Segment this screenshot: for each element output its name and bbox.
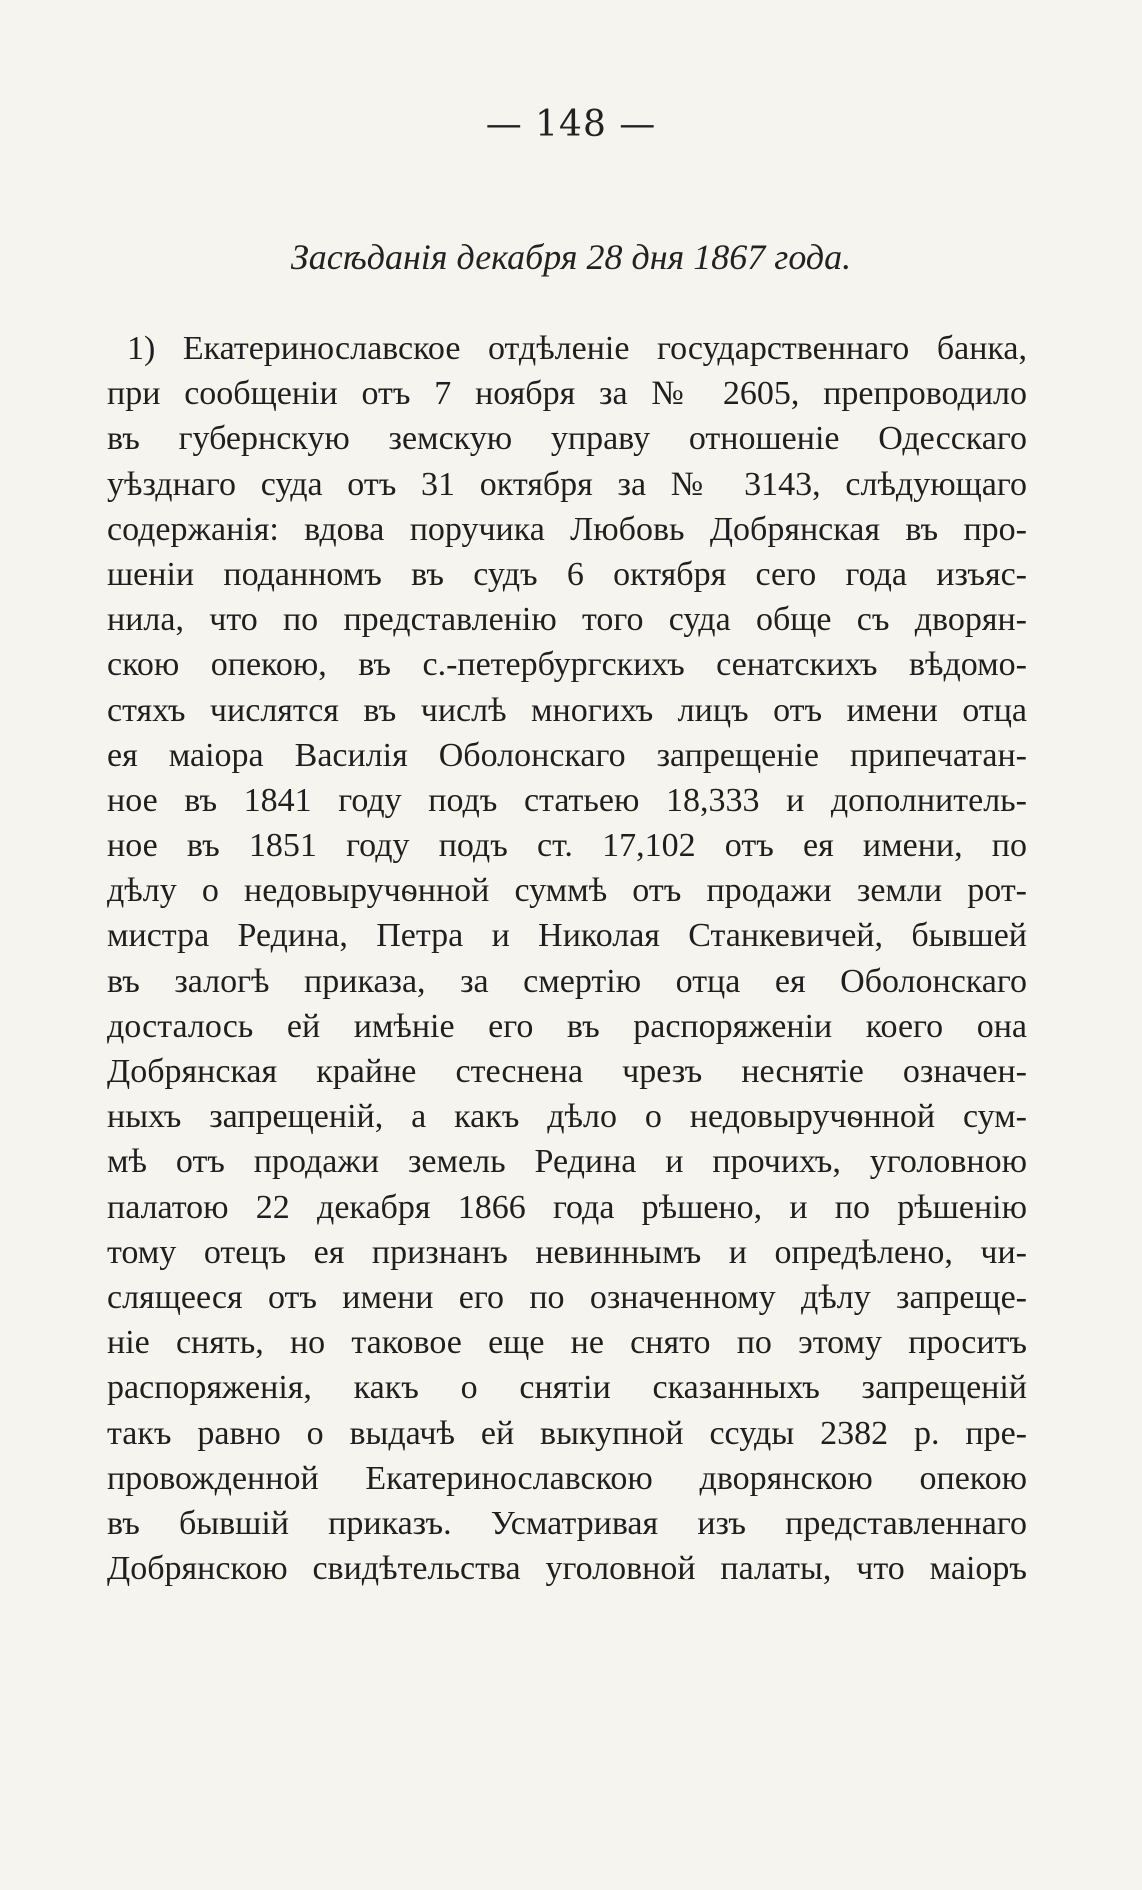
text-line: ныхъ запрещеній, а какъ дѣло о недовыручѳнной сум- bbox=[107, 1098, 1027, 1136]
page-number: — 148 — bbox=[485, 104, 657, 145]
text-line: шеніи поданномъ въ судъ 6 октября сего года изъяс- bbox=[107, 555, 1027, 593]
text-line: ніе снять, но таковое еще не снято по этому проситъ bbox=[107, 1324, 1027, 1362]
text-line: содержанія: вдова поручика Любовь Добрянская въ про- bbox=[107, 510, 1027, 548]
text-line: мистра Редина, Петра и Николая Станкевичей, бывшей bbox=[107, 917, 1027, 955]
text-line: Добрянскою свидѣтельства уголовной палаты, что маіоръ bbox=[107, 1550, 1027, 1588]
text-line: дѣлу о недовыручѳнной суммѣ отъ продажи земли рот- bbox=[107, 872, 1027, 910]
text-line: нила, что по представленію того суда обще съ дворян- bbox=[107, 601, 1027, 639]
text-line: уѣзднаго суда отъ 31 октября за № 3143, слѣдующаго bbox=[107, 465, 1027, 503]
text-line: ное въ 1851 году подъ ст. 17,102 отъ ея имени, по bbox=[107, 827, 1027, 865]
text-line: 1) Екатеринославское отдѣленіе государственнаго банка, bbox=[127, 330, 1027, 367]
text-line: въ залогѣ приказа, за смертію отца ея Оболонскаго bbox=[107, 962, 1027, 1000]
text-line: Добрянская крайне стеснена чрезъ неснятіе означен- bbox=[107, 1053, 1027, 1090]
text-line: въ бывшій приказъ. Усматривая изъ представленнаго bbox=[107, 1504, 1027, 1542]
text-line: такъ равно о выдачѣ ей выкупной ссуды 2382 р. пре- bbox=[107, 1414, 1027, 1452]
text-line: досталось ей имѣніе его въ распоряженіи коего она bbox=[107, 1007, 1027, 1045]
text-line: при сообщеніи отъ 7 ноября за № 2605, препроводило bbox=[107, 375, 1027, 413]
text-line: распоряженія, какъ о снятіи сказанныхъ запрещеній bbox=[107, 1369, 1027, 1407]
body-text bbox=[107, 326, 1027, 1591]
text-line: ное въ 1841 году подъ статьею 18,333 и дополнитель- bbox=[107, 781, 1027, 819]
text-line: палатою 22 декабря 1866 года рѣшено, и по рѣшенію bbox=[107, 1188, 1027, 1226]
text-line: скою опекою, въ с.-петербургскихъ сенатскихъ вѣдомо- bbox=[107, 646, 1027, 684]
text-line: тому отецъ ея признанъ невиннымъ и опредѣлено, чи- bbox=[107, 1233, 1027, 1271]
section-heading: Засѣданія декабря 28 дня 1867 года. bbox=[290, 237, 852, 277]
text-line: мѣ отъ продажи земель Редина и прочихъ, уголовною bbox=[107, 1143, 1027, 1181]
text-line: стяхъ числятся въ числѣ многихъ лицъ отъ имени отца bbox=[107, 691, 1027, 729]
text-line: слящееся отъ имени его по означенному дѣлу запреще- bbox=[107, 1278, 1027, 1316]
text-line: ея маіора Василія Оболонскаго запрещеніе припечатан- bbox=[107, 736, 1027, 774]
text-line: провожденной Екатеринославскою дворянскою опекою bbox=[107, 1459, 1027, 1497]
text-line: въ губернскую земскую управу отношеніе Одесскаго bbox=[107, 420, 1027, 458]
